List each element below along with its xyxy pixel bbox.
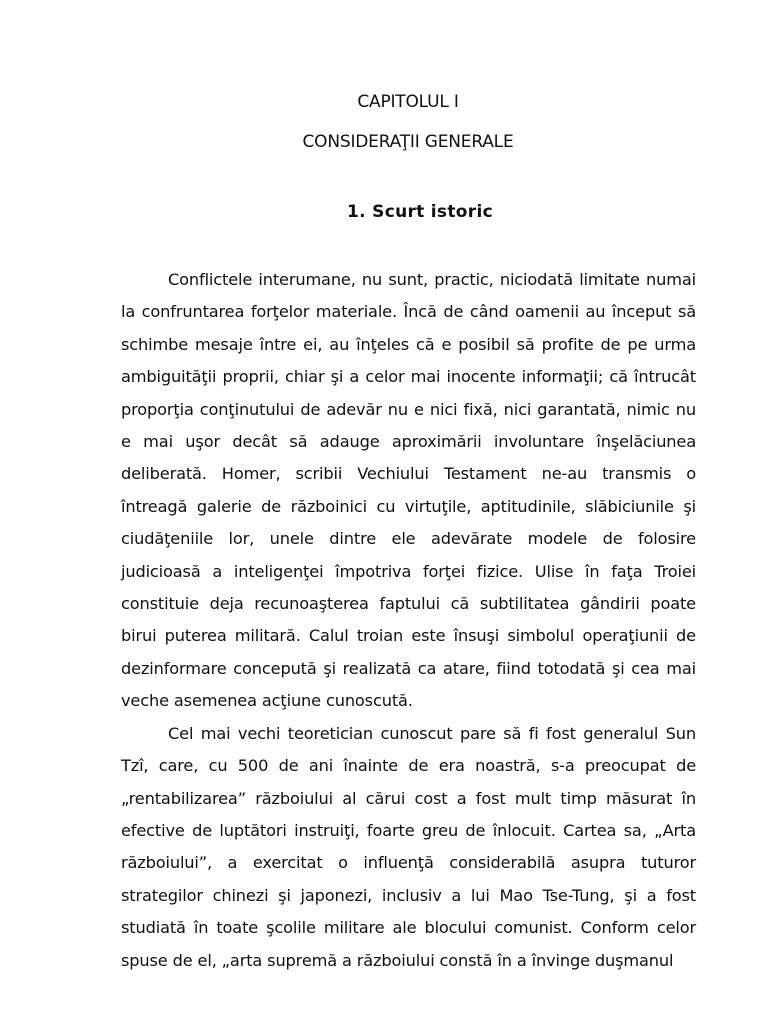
chapter-title: CONSIDERAŢII GENERALE [302, 132, 514, 152]
section-title: 1. Scurt istoric [347, 202, 493, 222]
body-text [121, 264, 696, 977]
paragraph-2: Cel mai vechi teoretician cunoscut pare să fi fost generalul Sun Tzî, care, cu 500 de ani înainte de era noastră, s-a preocupat de „rentabilizarea” războiului al cărui cost a fost mult timp măsurat în efective de luptători instruiţi, foarte greu de înlocuit. Cartea sa, „Arta războiului”, a exercitat o influenţă considerabilă asupra tuturor strategilor chinezi şi japonezi, inclusiv a lui Mao Tse-Tung, şi a fost studiată în toate şcolile militare ale blocului comunist. Conform celor spuse de el, „arta supremă a războiului constă în a învinge duşmanul [121, 723, 696, 970]
paragraph-1: Conflictele interumane, nu sunt, practic, niciodată limitate numai la confruntarea forţelor materiale. Încă de când oamenii au început să schimbe mesaje între ei, au înţeles că e posibil să profite de pe urma ambiguităţii proprii, chiar şi a celor mai inocente informaţii; că întrucât proporţia conţinutului de adevăr nu e nici fixă, nici garantată, nimic nu e mai uşor decât să adauge aproximării involuntare înşelăciunea deliberată. Homer, scribii Vechiului Testament ne-au transmis o întreagă galerie de războinici cu virtuţile, aptitudinile, slăbiciunile şi ciudăţeniile lor, unele dintre ele adevărate modele de folosire judicioasă a inteligenţei împotriva forţei fizice. Ulise în faţa Troiei constituie deja recunoaşterea faptului că subtilitatea gândirii poate birui puterea militară. Calul troian este însuşi simbolul operaţiunii de dezinformare concepută şi realizată ca atare, fiind totodată şi cea mai veche asemenea acţiune cunoscută. [121, 270, 696, 711]
chapter-number: CAPITOLUL I [357, 92, 459, 112]
